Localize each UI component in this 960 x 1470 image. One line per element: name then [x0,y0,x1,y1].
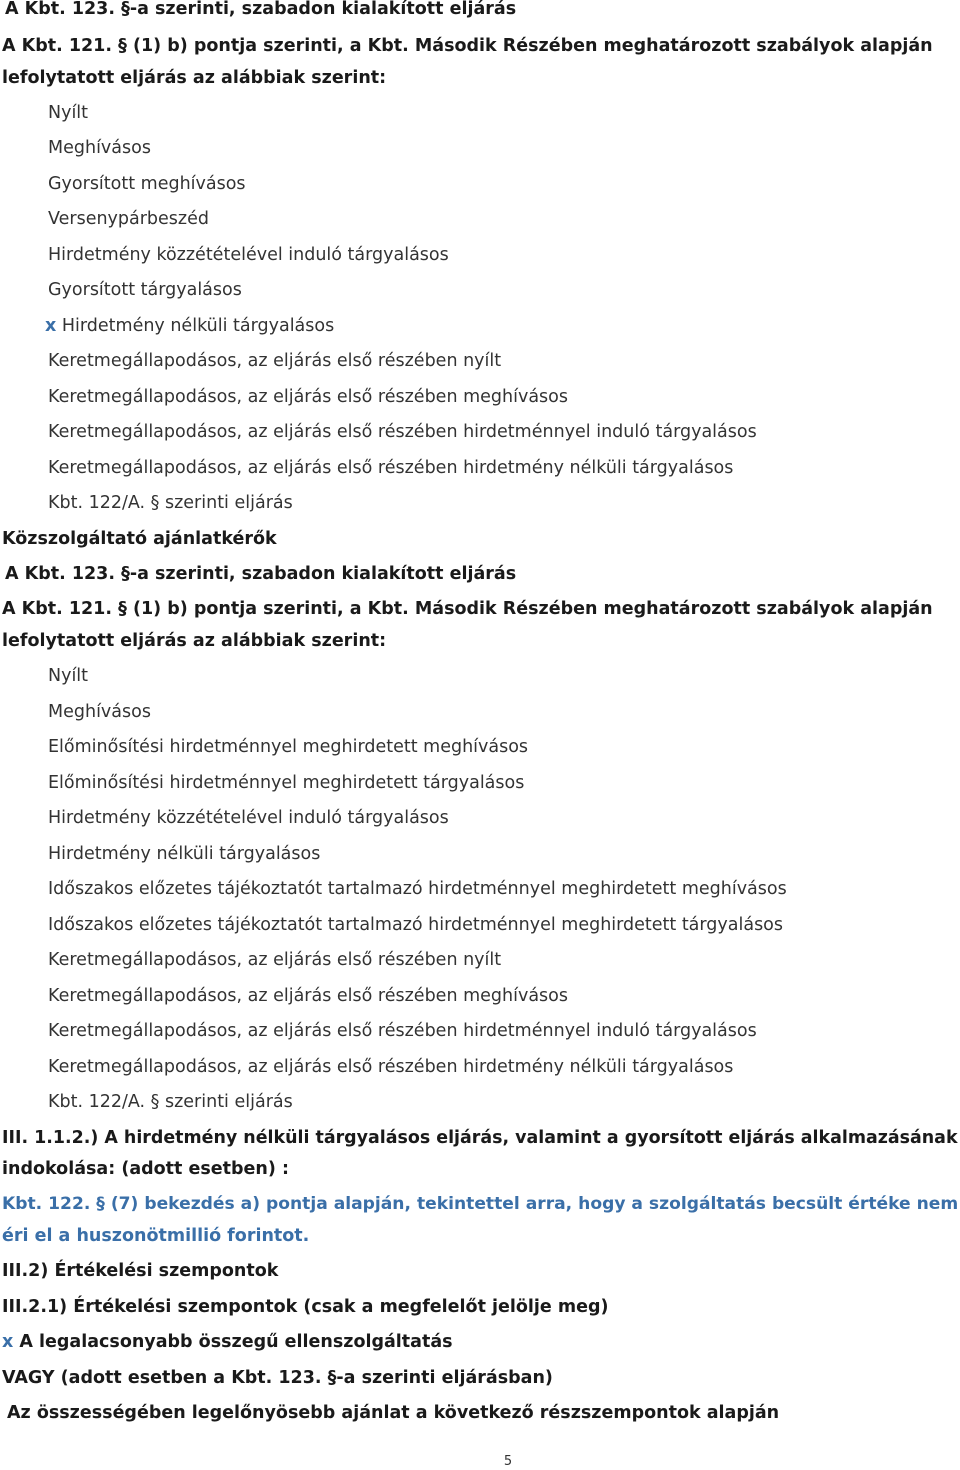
or-line: VAGY (adott esetben a Kbt. 123. §-a szerinti eljárásban) [2,1368,553,1388]
procedure-option: Nyílt [48,666,89,686]
kbt123-procedure-line: A Kbt. 123. §-a szerinti, szabadon kialakított eljárás [5,0,517,19]
procedure-option: Keretmegállapodásos, az eljárás első részében meghívásos [48,986,568,1006]
selected-mark: x [2,1332,14,1352]
kbt123-procedure-line: A Kbt. 123. §-a szerinti, szabadon kialakított eljárás [5,564,517,584]
procedure-option: Keretmegállapodásos, az eljárás első részében meghívásos [48,387,568,407]
procedure-option: Előminősítési hirdetménnyel meghirdetett tárgyalásos [48,773,525,793]
procedure-option: Időszakos előzetes tájékoztatót tartalmazó hirdetménnyel meghirdetett tárgyalásos [48,915,784,935]
procedure-option: Meghívásos [48,702,151,722]
criterion-other: Az összességében legelőnyösebb ajánlat a következő részszempontok alapján [7,1403,780,1423]
procedure-option-selected [45,314,334,338]
kbt121-procedure-line: A Kbt. 121. § (1) b) pontja szerinti, a Kbt. Második Részében meghatározott szabályok alapján [2,599,933,619]
procedure-option: Gyorsított meghívásos [48,174,246,194]
procedure-option: Gyorsított tárgyalásos [48,280,242,300]
procedure-option: Keretmegállapodásos, az eljárás első részében hirdetmény nélküli tárgyalásos [48,458,734,478]
kbt121-procedure-line: A Kbt. 121. § (1) b) pontja szerinti, a Kbt. Második Részében meghatározott szabályok alapján [2,36,933,56]
kbt121-procedure-line-cont: lefolytatott eljárás az alábbiak szerint: [2,68,387,88]
utility-contracting-heading: Közszolgáltató ajánlatkérők [2,529,277,549]
justification-heading: III. 1.1.2.) A hirdetmény nélküli tárgyalásos eljárás, valamint a gyorsított eljárás alkalmazásának [2,1128,958,1148]
justification-text: Kbt. 122. § (7) bekezdés a) pontja alapján, tekintettel arra, hogy a szolgáltatás becsült értéke nem [2,1194,959,1214]
page-number: 5 [503,1454,513,1469]
procedure-option: Keretmegállapodásos, az eljárás első részében hirdetménnyel induló tárgyalásos [48,1021,757,1041]
procedure-option-label: Hirdetmény nélküli tárgyalásos [61,316,335,336]
justification-heading-cont: indokolása: (adott esetben) : [2,1159,289,1179]
procedure-option: Nyílt [48,103,89,123]
kbt121-procedure-line-cont: lefolytatott eljárás az alábbiak szerint: [2,631,387,651]
procedure-option: Keretmegállapodásos, az eljárás első részében hirdetménnyel induló tárgyalásos [48,422,757,442]
evaluation-criteria-subheading: III.2.1) Értékelési szempontok (csak a megfelelőt jelölje meg) [2,1297,609,1317]
criterion-label: A legalacsonyabb összegű ellenszolgáltatás [19,1332,453,1352]
selected-mark: x [45,316,57,336]
procedure-option: Hirdetmény közzétételével induló tárgyalásos [48,245,449,265]
procedure-option: Kbt. 122/A. § szerinti eljárás [48,1092,293,1112]
procedure-option: Előminősítési hirdetménnyel meghirdetett meghívásos [48,737,529,757]
evaluation-criteria-heading: III.2) Értékelési szempontok [2,1261,279,1281]
procedure-option: Versenypárbeszéd [48,209,209,229]
procedure-option: Időszakos előzetes tájékoztatót tartalmazó hirdetménnyel meghirdetett meghívásos [48,879,787,899]
procedure-option: Keretmegállapodásos, az eljárás első részében nyílt [48,950,502,970]
procedure-option: Meghívásos [48,138,151,158]
justification-text-cont: éri el a huszonötmillió forintot. [2,1226,310,1246]
procedure-option: Keretmegállapodásos, az eljárás első részében hirdetmény nélküli tárgyalásos [48,1057,734,1077]
procedure-option: Keretmegállapodásos, az eljárás első részében nyílt [48,351,502,371]
procedure-option: Kbt. 122/A. § szerinti eljárás [48,493,293,513]
procedure-option: Hirdetmény közzétételével induló tárgyalásos [48,808,449,828]
criterion-selected [2,1330,453,1354]
procedure-option: Hirdetmény nélküli tárgyalásos [48,844,321,864]
